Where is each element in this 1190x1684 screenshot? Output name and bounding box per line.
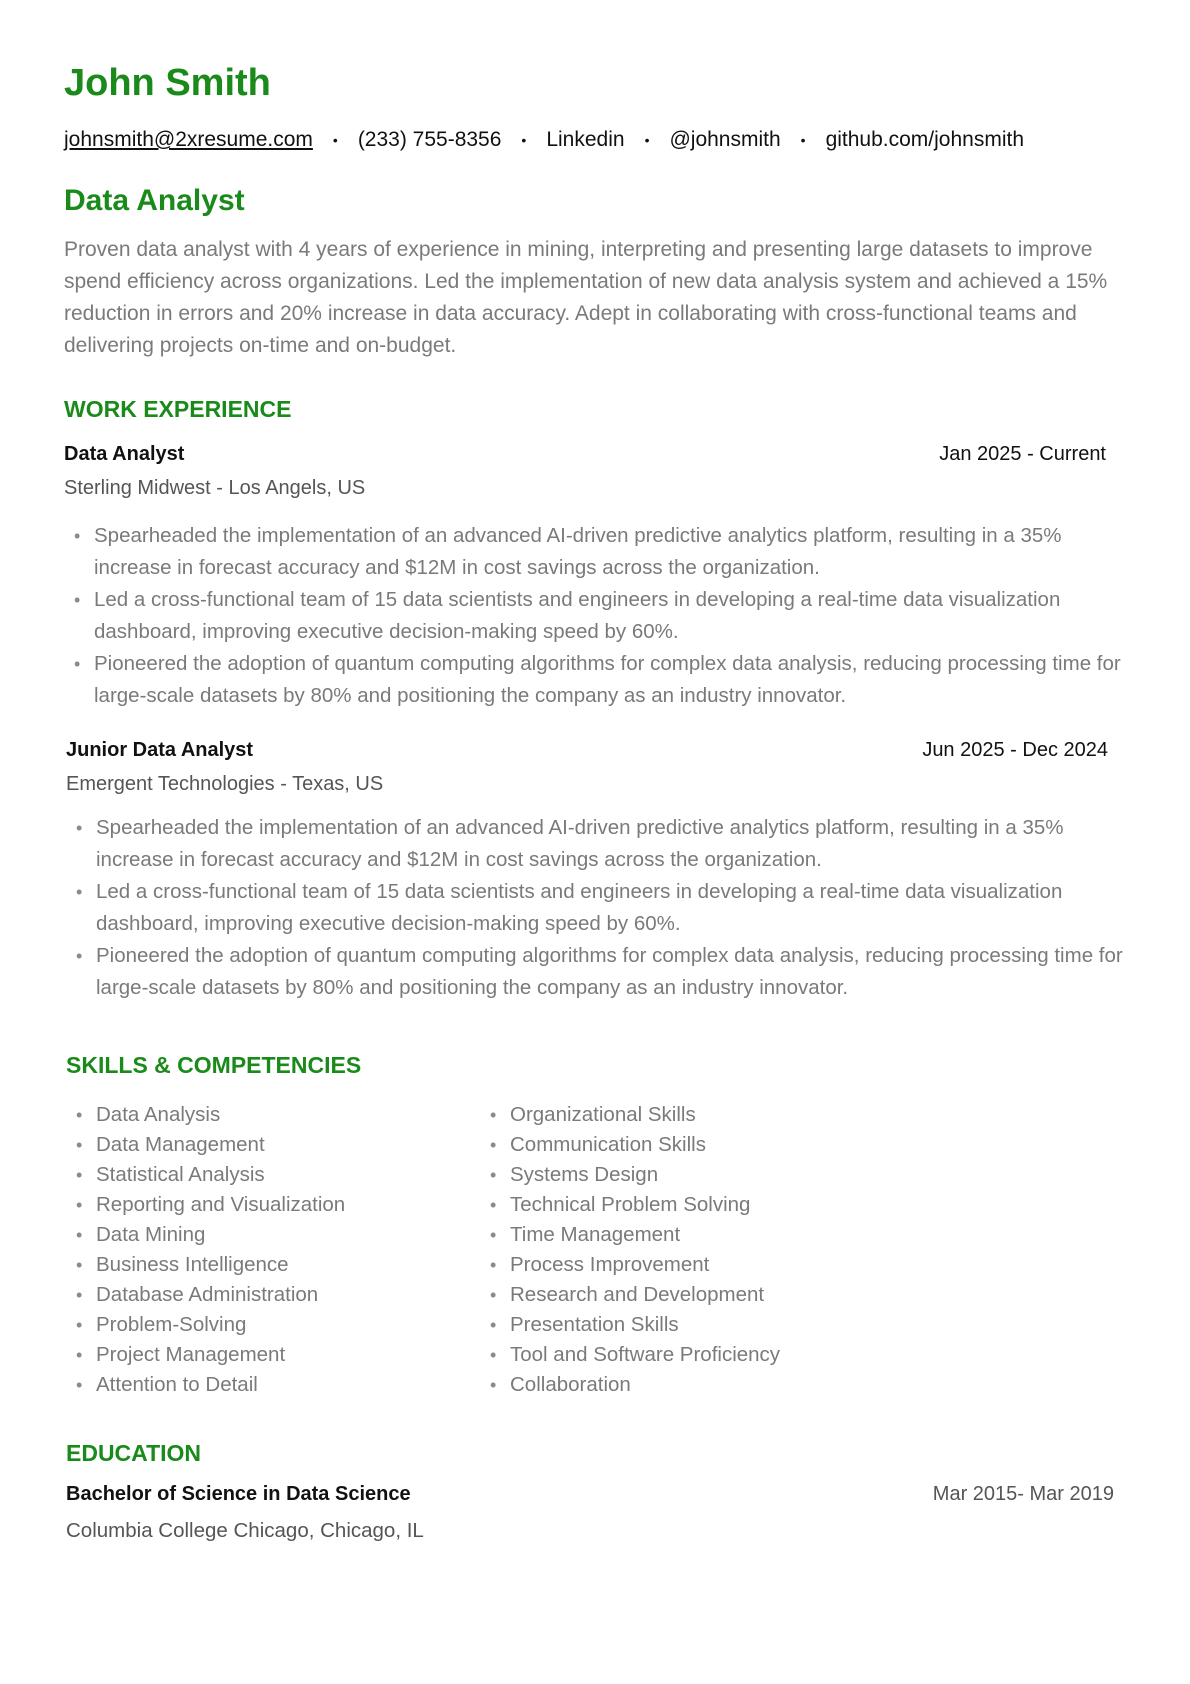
list-item: • Business Intelligence — [66, 1250, 480, 1280]
list-item: • Problem-Solving — [66, 1310, 480, 1340]
bullet-icon: • — [76, 1255, 83, 1276]
job-bullets — [64, 520, 1124, 712]
bullet-icon: • — [490, 1315, 497, 1336]
list-item: • Process Improvement — [480, 1250, 894, 1280]
bullet-icon: • — [76, 1345, 83, 1366]
bullet-icon: • — [76, 1315, 83, 1336]
bullet-icon: • — [76, 1105, 83, 1126]
bullet-icon: • — [76, 946, 83, 967]
phone-number: (233) 755-8356 — [357, 128, 502, 151]
contact-line — [64, 126, 1128, 154]
bullet-icon: • — [76, 1375, 83, 1396]
job-title: Junior Data Analyst — [66, 739, 254, 762]
bullet-icon: • — [490, 1345, 497, 1366]
list-item: • Communication Skills — [480, 1130, 894, 1160]
list-item: • Data Analysis — [66, 1100, 480, 1130]
github-link[interactable]: github.com/johnsmith — [825, 128, 1025, 151]
bullet-icon: • — [490, 1165, 497, 1186]
job-header — [64, 440, 1128, 468]
job-entry — [66, 736, 1128, 1004]
education-entry — [66, 1480, 1128, 1546]
skills-heading: SKILLS & COMPETENCIES — [66, 1052, 362, 1079]
job-header — [66, 736, 1128, 764]
bullet-icon: • — [74, 654, 81, 675]
job-dates: Jun 2025 - Dec 2024 — [922, 739, 1108, 762]
education-header — [66, 1480, 1128, 1508]
list-item: • Pioneered the adoption of quantum computing algorithms for complex data analysis, reducing processing time for large-scale datasets by 80% and positioning the company as an industry innovator. — [66, 940, 1126, 1004]
bullet-icon: • — [490, 1225, 497, 1246]
list-item: • Pioneered the adoption of quantum computing algorithms for complex data analysis, reducing processing time for large-scale datasets by 80% and positioning the company as an industry innovator. — [64, 648, 1124, 712]
list-item: • Spearheaded the implementation of an advanced AI-driven predictive analytics platform, resulting in a 35% increase in forecast accuracy and $12M in cost savings across the organization. — [64, 520, 1124, 584]
job-company: Sterling Midwest - Los Angels, US — [64, 477, 366, 500]
skills-column-1 — [66, 1100, 480, 1400]
linkedin-link[interactable]: Linkedin — [546, 128, 625, 151]
bullet-icon: • — [76, 818, 83, 839]
social-handle: @johnsmith — [669, 128, 781, 151]
list-item: • Collaboration — [480, 1370, 894, 1400]
resume-page — [64, 60, 1128, 1546]
list-item: • Research and Development — [480, 1280, 894, 1310]
contact-separator: • — [332, 132, 338, 149]
list-item: • Systems Design — [480, 1160, 894, 1190]
bullet-icon: • — [490, 1375, 497, 1396]
candidate-name: John Smith — [64, 62, 271, 104]
professional-summary: Proven data analyst with 4 years of experience in mining, interpreting and presenting large datasets to improve spend efficiency across organizations. Led the implementation of new data analysis system and achieved a 15% reduction in errors and 20% increase in data accuracy. Adept in collaborating with cross-functional teams and delivering projects on-time and on-budget. — [64, 238, 1108, 358]
list-item: • Project Management — [66, 1340, 480, 1370]
degree-title: Bachelor of Science in Data Science — [66, 1483, 411, 1506]
list-item: • Technical Problem Solving — [480, 1190, 894, 1220]
email-link[interactable]: johnsmith@2xresume.com — [64, 128, 313, 151]
skills-list — [66, 1100, 1128, 1400]
bullet-icon: • — [74, 590, 81, 611]
list-item: • Spearheaded the implementation of an advanced AI-driven predictive analytics platform, resulting in a 35% increase in forecast accuracy and $12M in cost savings across the organization. — [66, 812, 1126, 876]
bullet-icon: • — [490, 1105, 497, 1126]
list-item: • Attention to Detail — [66, 1370, 480, 1400]
bullet-icon: • — [74, 526, 81, 547]
list-item: • Data Management — [66, 1130, 480, 1160]
list-item: • Led a cross-functional team of 15 data scientists and engineers in developing a real-time data visualization dashboard, improving executive decision-making speed by 60%. — [64, 584, 1124, 648]
bullet-icon: • — [76, 1285, 83, 1306]
bullet-icon: • — [76, 1165, 83, 1186]
list-item: • Tool and Software Proficiency — [480, 1340, 894, 1370]
list-item: • Data Mining — [66, 1220, 480, 1250]
education-heading: EDUCATION — [66, 1440, 202, 1467]
bullet-icon: • — [76, 1195, 83, 1216]
education-dates: Mar 2015- Mar 2019 — [932, 1483, 1114, 1506]
job-dates: Jan 2025 - Current — [939, 443, 1106, 466]
bullet-icon: • — [76, 882, 83, 903]
list-item: • Led a cross-functional team of 15 data scientists and engineers in developing a real-time data visualization dashboard, improving executive decision-making speed by 60%. — [66, 876, 1126, 940]
contact-separator: • — [644, 132, 650, 149]
contact-separator: • — [521, 132, 527, 149]
bullet-icon: • — [490, 1285, 497, 1306]
job-title: Data Analyst — [64, 443, 185, 466]
skills-column-2 — [480, 1100, 894, 1400]
bullet-icon: • — [490, 1195, 497, 1216]
job-bullets — [66, 812, 1126, 1004]
list-item: • Time Management — [480, 1220, 894, 1250]
contact-separator: • — [800, 132, 806, 149]
bullet-icon: • — [76, 1225, 83, 1246]
job-entry — [64, 440, 1128, 712]
list-item: • Database Administration — [66, 1280, 480, 1310]
professional-title: Data Analyst — [64, 184, 245, 218]
work-experience-heading: WORK EXPERIENCE — [64, 396, 292, 423]
list-item: • Statistical Analysis — [66, 1160, 480, 1190]
bullet-icon: • — [76, 1135, 83, 1156]
bullet-icon: • — [490, 1135, 497, 1156]
bullet-icon: • — [490, 1255, 497, 1276]
job-company: Emergent Technologies - Texas, US — [66, 773, 384, 796]
list-item: • Reporting and Visualization — [66, 1190, 480, 1220]
list-item: • Organizational Skills — [480, 1100, 894, 1130]
school-name: Columbia College Chicago, Chicago, IL — [66, 1519, 424, 1543]
list-item: • Presentation Skills — [480, 1310, 894, 1340]
